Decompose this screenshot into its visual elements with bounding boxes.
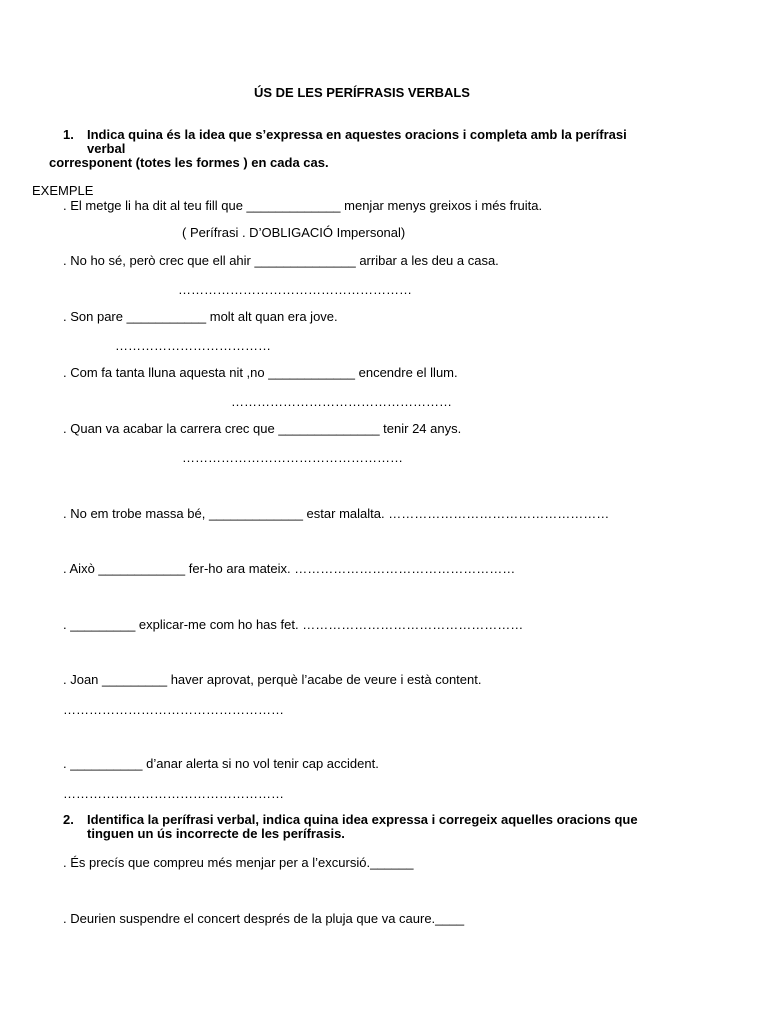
question-1-line-2: verbal <box>87 141 126 156</box>
question-2-number: 2. <box>63 812 74 827</box>
q2-item-1: . És precís que compreu més menjar per a l’excursió.______ <box>63 855 414 870</box>
question-1-line-3: corresponent (totes les formes ) en cada cas. <box>49 155 329 170</box>
exercise-item-9: . __________ d’anar alerta si no vol tenir cap accident. <box>63 756 379 771</box>
example-answer: ( Perífrasi . D’OBLIGACIÓ Impersonal) <box>182 225 406 240</box>
exercise-item-3: . Com fa tanta lluna aquesta nit ,no ____________ encendre el llum. <box>63 365 458 380</box>
answer-line-4: …………………………………………… <box>182 450 403 465</box>
answer-line-1: ……………………………………………… <box>178 282 412 297</box>
exercise-item-2: . Son pare ___________ molt alt quan era jove. <box>63 309 338 324</box>
exercise-item-7: . _________ explicar-me com ho has fet. …………………………………………… <box>63 617 524 632</box>
question-1-line-1: Indica quina és la idea que s’expressa en aquestes oracions i completa amb la perífrasi <box>87 127 627 142</box>
answer-line-2: ……………………………… <box>115 338 271 353</box>
answer-line-8: …………………………………………… <box>63 702 284 717</box>
exercise-item-8: . Joan _________ haver aprovat, perquè l’acabe de veure i està content. <box>63 672 482 687</box>
answer-line-9: …………………………………………… <box>63 786 284 801</box>
example-label: EXEMPLE <box>32 183 94 198</box>
answer-line-3: …………………………………………… <box>231 394 452 409</box>
question-1-number: 1. <box>63 127 74 142</box>
exercise-item-1: . No ho sé, però crec que ell ahir ______________ arribar a les deu a casa. <box>63 253 499 268</box>
document-title: ÚS DE LES PERÍFRASIS VERBALS <box>254 85 470 100</box>
question-2-line-2: tinguen un ús incorrecte de les perífrasis. <box>87 826 345 841</box>
exercise-item-6: . Això ____________ fer-ho ara mateix. …………………………………………… <box>63 561 516 576</box>
exercise-item-4: . Quan va acabar la carrera crec que ______________ tenir 24 anys. <box>63 421 462 436</box>
q2-item-2: . Deurien suspendre el concert després de la pluja que va caure.____ <box>63 911 465 926</box>
exercise-item-5: . No em trobe massa bé, _____________ estar malalta. …………………………………………… <box>63 506 610 521</box>
example-sentence: . El metge li ha dit al teu fill que _____________ menjar menys greixos i més fruita. <box>63 198 543 213</box>
question-2-line-1: Identifica la perífrasi verbal, indica quina idea expressa i corregeix aquelles oracions que <box>87 812 638 827</box>
